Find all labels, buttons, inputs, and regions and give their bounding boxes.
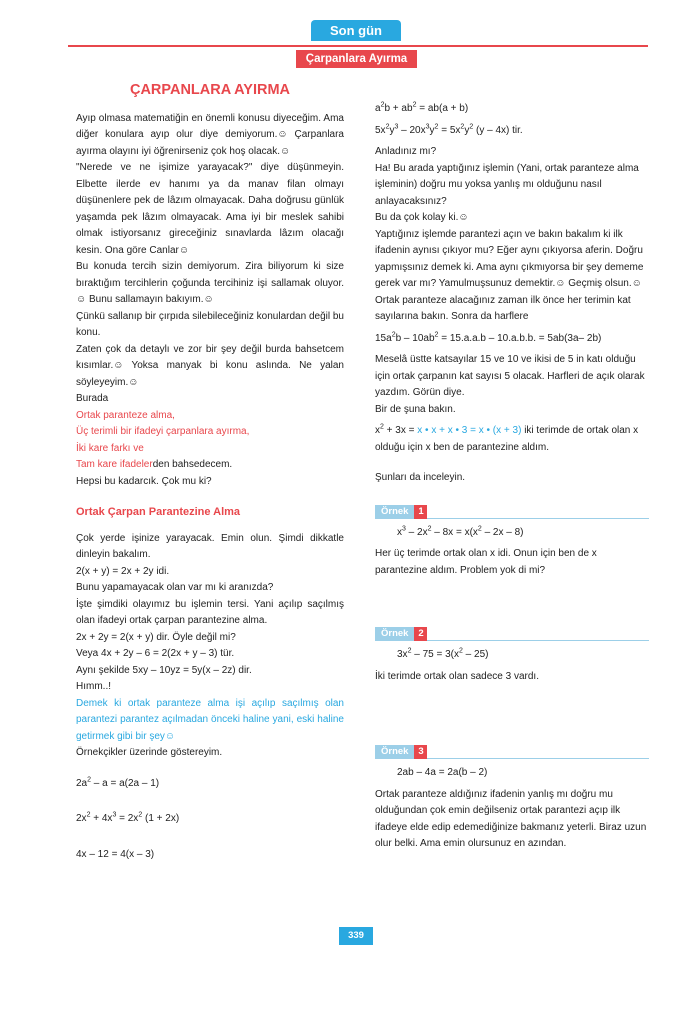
paragraph: Aynı şekilde 5xy – 10yz = 5y(x – 2z) dir. <box>76 664 252 676</box>
paragraph: "Nerede ve ne işimize yarayacak?" diye düşünmeyin. Elbette ilerde ev hanımı ya da manav filan olmayı düşünenlere pek de lâzım olmayacak. Daha doğrusu günlük yaşamda pek lâzım olmayacak. Ama iyi bir meslek sahibi olmak istiyorsanız gireceğiniz sınavlarda lâzım olacağı kesin. Ona göre Canlar☺ <box>76 162 344 256</box>
topic-list-item: Üç terimli bir ifadeyi çarpanlara ayırma, <box>76 426 250 437</box>
paragraph: Ha! Bu arada yaptığınız işlemin (Yani, ortak paranteze alma işleminin) doğru mu yoksa yanlış mı olduğunu nasıl anlayacaksınız? <box>375 162 639 207</box>
paragraph: Her üç terimde ortak olan x idi. Onun için ben de x parantezine aldım. Problem yok di mi? <box>375 548 597 576</box>
math-example: $2x^2 + 4x^3 = 2x^2$ (1 + 2x) <box>76 811 180 824</box>
math-example: $a^2b + ab^2 = ab(a + b)$ <box>375 101 469 114</box>
page-number: 339 <box>339 927 373 945</box>
example-number: 3 <box>414 745 427 759</box>
example-label: Örnek <box>375 505 414 519</box>
example-header-1 <box>375 505 649 519</box>
paragraph: Ortak paranteze alacağınız zaman ilk önce her terimin kat sayılarına bakın. Sonra da harflere <box>375 294 631 322</box>
paragraph: Bu konuda tercih sizin demiyorum. Zira biliyorum ki size bıraktığım tercihlerin çoğunda tercihiniz işi sallamak oluyor.☺ Bunu sallamayın bakıyım.☺ <box>76 261 344 305</box>
paragraph: Şunları da inceleyin. <box>375 472 466 483</box>
paragraph: Bu da çok kolay ki.☺ <box>375 212 469 223</box>
math-example: $x^3 - 2x^2 - 8x = x(x^2 - 2x - 8)$ <box>397 525 524 538</box>
math-example: 2ab – 4a = 2a(b – 2) <box>397 767 488 778</box>
paragraph: Ortak paranteze aldığınız ifadenin yanlış mı doğru mu olduğundan çok emin değilseniz ortak parantezi açıp ilk ifadeye elde edip edemediğinize bakmanız yeterli. Biraz uzun olur belki. Ama emin olursunuz en azından. <box>375 788 647 849</box>
example-header-2 <box>375 627 649 641</box>
header-rule <box>68 45 648 47</box>
example-label: Örnek <box>375 745 414 759</box>
example-header-3 <box>375 745 649 759</box>
factored-expression: x • x + x • 3 = x • (x + 3) <box>417 425 522 436</box>
paragraph: Meselâ üstte katsayılar 15 ve 10 ve ikisi de 5 in katı olduğu için ortak çarpanın kat sayısı 5 olacak. Harfleri de açık olarak yazdım. Görün diye. <box>375 354 645 398</box>
topic-list-item: İki kare farkı ve <box>76 442 144 454</box>
topic-suffix: den bahsedecem. <box>152 459 233 470</box>
paragraph: Hepsi bu kadarcık. Çok mu ki? <box>76 475 212 487</box>
math-example: $15a^2b - 10ab^2 = 15.a.a.b - 10.a.b.b$. = 5ab(3a– 2b) <box>375 331 602 344</box>
topic-list-item: Ortak paranteze alma, <box>76 409 175 421</box>
highlight-paragraph: Demek ki ortak paranteze alma işi açılıp saçılmış olan parantezi parantez açılmadan önceki haline yani, eski haline getirmek gibi bir şey☺ <box>76 697 344 742</box>
paragraph: Bunu yapamayacak olan var mı ki aranızda? <box>76 582 274 593</box>
math-example: $5x^2y^3 - 20x^3y^2 = 5x^2y^2$ (y – 4x) tir. <box>375 123 523 136</box>
math-example: 4x – 12 = 4(x – 3) <box>76 848 155 860</box>
math-example: $3x^2 - 75 = 3(x^2 - 25)$ <box>397 647 489 660</box>
paragraph: Ayıp olmasa matematiğin en önemli konusu diyeceğim. Ama diğer konulara ayıp olur diye demiyorum.☺ Çarpanlara ayırma olayını iyi öğrenirseniz çok hoş olacak.☺ <box>76 112 344 157</box>
paragraph: İşte şimdiki olayımız bu işlemin tersi. Yani açılıp saçılmış olan ifadeyi ortak çarpan parantezine alma. <box>76 598 344 626</box>
section-heading: Ortak Çarpan Parantezine Alma <box>76 506 241 518</box>
paragraph: Çok yerde işinize yarayacak. Emin olun. Şimdi dikkatle dinleyin bakalım. <box>76 532 344 560</box>
paragraph: İki terimde ortak olan sadece 3 vardı. <box>375 670 539 682</box>
paragraph: Zaten çok da detaylı ve zor bir şey değil burda bahsetcem kısımlar.☺ Yoksa manyak bi konu aslında. Ne yalan söyleyeyim.☺ <box>76 343 344 388</box>
right-column <box>375 96 649 853</box>
son-gun-tab: Son gün <box>311 20 401 41</box>
chapter-banner: Çarpanlara Ayırma <box>296 50 417 68</box>
paragraph: Örnekçikler üzerinde göstereyim. <box>76 747 223 758</box>
example-number: 2 <box>414 627 427 641</box>
topic-list-item <box>76 457 344 474</box>
example-label: Örnek <box>375 627 414 641</box>
paragraph: 2x + 2y = 2(x + y) dir. Öyle değil mi? <box>76 631 236 643</box>
left-column <box>76 78 344 868</box>
topic-highlight: Tam kare ifadeler <box>76 459 153 470</box>
paragraph: Veya 4x + 2y – 6 = 2(2x + y – 3) tür. <box>76 648 235 659</box>
paragraph: Hımm..! <box>76 681 111 692</box>
paragraph: Çünkü sallanıp bir çırpıda silebileceğiniz konulardan değil bu konu. <box>76 310 344 338</box>
math-example: $2a^2 - a = a(2a - 1)$ <box>76 776 160 789</box>
paragraph: 2(x + y) = 2x + 2y idi. <box>76 565 170 577</box>
paragraph: Burada <box>76 393 109 404</box>
page-title: ÇARPANLARA AYIRMA <box>129 82 291 98</box>
example-number: 1 <box>414 505 427 519</box>
math-example: $x^2 + 3x = x$ • x + x • 3 = x • (x + 3) iki terimde de ortak olan x olduğu için x ben de parantezine aldım. <box>375 423 639 453</box>
paragraph: Bir de şuna bakın. <box>375 403 456 415</box>
paragraph: Anladınız mı? <box>375 146 437 157</box>
paragraph: Yaptığınız işlemde parantezi açın ve bakın bakalım ki ilk ifadenin aynısı çıkıyor mu? Eğer aynı çıkıyorsa aferin. Doğru yapmışsınız demek ki. Ama aynı çıkmıyorsa bir şey dememe gerek var mı? Yamulmuşsunuz demektir.☺ Geçmiş olsun.☺ <box>375 228 644 289</box>
